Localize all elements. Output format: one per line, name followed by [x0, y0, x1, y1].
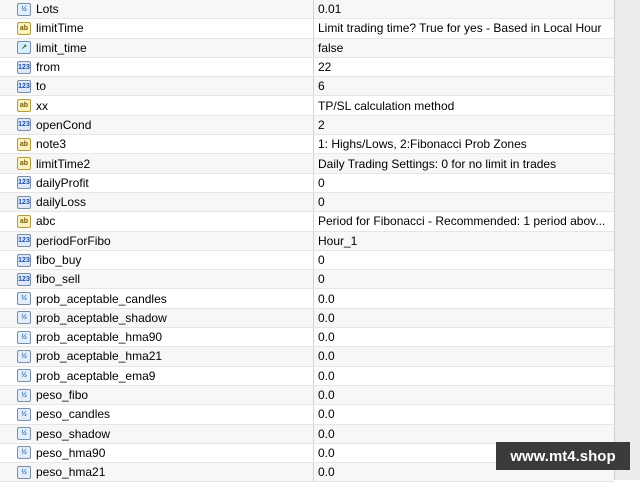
param-name-cell[interactable] — [0, 39, 314, 57]
param-type-frac-icon: ½ — [17, 3, 31, 16]
param-name-cell[interactable] — [0, 174, 314, 192]
param-name-cell[interactable] — [0, 135, 314, 153]
param-value[interactable]: 0 — [318, 253, 325, 267]
param-name-cell[interactable] — [0, 270, 314, 288]
param-name: abc — [36, 214, 56, 229]
param-name-cell[interactable] — [0, 96, 314, 114]
param-type-num-icon: 123 — [17, 254, 31, 267]
param-name-cell[interactable] — [0, 405, 314, 423]
param-value[interactable]: 0 — [318, 175, 325, 190]
param-value[interactable]: false — [318, 40, 344, 55]
param-value[interactable]: 0.0 — [318, 388, 335, 403]
param-value[interactable]: 6 — [318, 79, 325, 94]
param-row[interactable] — [0, 289, 614, 308]
param-name: dailyProfit — [36, 175, 89, 190]
param-name-cell[interactable] — [0, 425, 314, 443]
param-type-ab-icon: ab — [17, 157, 31, 170]
param-value[interactable]: 0.0 — [318, 330, 335, 345]
param-name-cell[interactable] — [0, 444, 314, 462]
param-type-frac-icon: ½ — [17, 369, 31, 382]
param-type-num-icon: 123 — [17, 80, 31, 93]
param-row[interactable] — [0, 39, 614, 58]
param-name: openCond — [36, 117, 92, 132]
param-type-frac-icon: ½ — [17, 466, 31, 479]
param-name: peso_fibo — [36, 388, 89, 403]
param-name: prob_aceptable_shadow — [36, 310, 167, 325]
param-name-cell[interactable] — [0, 463, 314, 481]
param-name: fibo_buy — [36, 253, 82, 267]
param-value[interactable]: 0.01 — [318, 2, 342, 17]
param-name-cell[interactable] — [0, 19, 314, 37]
param-type-frac-icon: ½ — [17, 408, 31, 421]
param-name: Lots — [36, 2, 59, 17]
param-value[interactable]: 1: Highs/Lows, 2:Fibonacci Prob Zones — [318, 137, 527, 152]
param-row[interactable] — [0, 0, 614, 19]
param-row[interactable] — [0, 58, 614, 77]
param-value[interactable]: 0.0 — [318, 445, 335, 460]
param-name: dailyLoss — [36, 195, 87, 210]
param-name-cell[interactable] — [0, 289, 314, 307]
param-type-frac-icon: ½ — [17, 427, 31, 440]
param-row[interactable] — [0, 251, 614, 270]
param-row[interactable] — [0, 193, 614, 212]
param-value[interactable]: 0.0 — [318, 310, 335, 325]
param-type-ab-icon: ab — [17, 22, 31, 35]
param-value[interactable]: Daily Trading Settings: 0 for no limit in trades — [318, 156, 557, 171]
param-row[interactable] — [0, 232, 614, 251]
param-type-frac-icon: ½ — [17, 446, 31, 459]
param-name-cell[interactable] — [0, 232, 314, 250]
param-name: limit_time — [36, 40, 87, 55]
param-name: note3 — [36, 137, 67, 152]
param-type-frac-icon: ½ — [17, 389, 31, 402]
param-name: limitTime — [36, 21, 84, 36]
param-value[interactable]: 0.0 — [318, 349, 335, 364]
param-row[interactable] — [0, 96, 614, 115]
param-name: limitTime2 — [36, 156, 91, 171]
param-name: peso_candles — [36, 407, 111, 422]
param-row[interactable] — [0, 270, 614, 289]
param-type-frac-icon: ½ — [17, 292, 31, 305]
param-row[interactable] — [0, 347, 614, 366]
param-row[interactable] — [0, 386, 614, 405]
param-type-frac-icon: ½ — [17, 311, 31, 324]
param-type-ab-icon: ab — [17, 138, 31, 151]
param-value[interactable]: 0.0 — [318, 368, 335, 383]
param-name: xx — [36, 98, 48, 113]
param-name-cell[interactable] — [0, 77, 314, 95]
param-name-cell[interactable] — [0, 154, 314, 172]
param-name-cell[interactable] — [0, 212, 314, 230]
param-row[interactable] — [0, 328, 614, 347]
param-value[interactable]: 2 — [318, 117, 325, 132]
param-value[interactable]: 0.0 — [318, 426, 335, 441]
param-value[interactable]: 22 — [318, 60, 332, 75]
param-row[interactable] — [0, 425, 614, 444]
param-row[interactable] — [0, 116, 614, 135]
param-name-cell[interactable] — [0, 347, 314, 365]
param-value[interactable]: TP/SL calculation method — [318, 98, 455, 113]
param-row[interactable] — [0, 77, 614, 96]
param-row[interactable] — [0, 309, 614, 328]
param-value[interactable]: 0 — [318, 272, 325, 287]
param-name-cell[interactable] — [0, 367, 314, 385]
param-name: prob_aceptable_hma21 — [36, 349, 163, 364]
param-value[interactable]: 0 — [318, 195, 325, 210]
param-type-frac-icon: ½ — [17, 350, 31, 363]
param-type-num-icon: 123 — [17, 61, 31, 74]
param-type-num-icon: 123 — [17, 234, 31, 247]
param-name: from — [36, 60, 60, 75]
param-type-ab-icon: ab — [17, 99, 31, 112]
param-name-cell[interactable] — [0, 309, 314, 327]
param-value[interactable]: 0.0 — [318, 407, 335, 422]
param-name-cell[interactable] — [0, 386, 314, 404]
param-name: prob_aceptable_hma90 — [36, 330, 163, 345]
param-value[interactable]: 0.0 — [318, 465, 335, 480]
watermark: www.mt4.shop — [496, 442, 630, 470]
param-name-cell[interactable] — [0, 328, 314, 346]
param-row[interactable] — [0, 19, 614, 38]
param-name: to — [36, 79, 47, 94]
param-name: periodForFibo — [36, 233, 111, 248]
param-name-cell[interactable] — [0, 116, 314, 134]
param-name: peso_hma90 — [36, 445, 106, 460]
param-name: peso_hma21 — [36, 465, 106, 480]
param-value[interactable]: Period for Fibonacci - Recommended: 1 period abov... — [318, 214, 606, 229]
param-row[interactable] — [0, 367, 614, 386]
param-type-num-icon: 123 — [17, 273, 31, 286]
scrollbar[interactable] — [614, 0, 640, 480]
param-row[interactable] — [0, 174, 614, 193]
param-name: fibo_sell — [36, 272, 81, 287]
param-type-bool-icon: ↗ — [17, 41, 31, 54]
param-value[interactable]: Limit trading time? True for yes - Based in Local Hour — [318, 21, 602, 36]
param-value[interactable]: Hour_1 — [318, 233, 358, 248]
param-row[interactable] — [0, 405, 614, 424]
param-row[interactable] — [0, 212, 614, 231]
param-type-num-icon: 123 — [17, 118, 31, 131]
param-name: prob_aceptable_ema9 — [36, 368, 156, 383]
param-type-num-icon: 123 — [17, 196, 31, 209]
param-value[interactable]: 0.0 — [318, 291, 335, 306]
param-name-cell[interactable] — [0, 193, 314, 211]
param-name: prob_aceptable_candles — [36, 291, 167, 306]
param-row[interactable] — [0, 154, 614, 173]
param-type-num-icon: 123 — [17, 176, 31, 189]
param-name-cell[interactable] — [0, 0, 314, 18]
param-name-cell[interactable] — [0, 251, 314, 269]
param-name: peso_shadow — [36, 426, 111, 441]
param-name-cell[interactable] — [0, 58, 314, 76]
param-type-frac-icon: ½ — [17, 331, 31, 344]
param-type-ab-icon: ab — [17, 215, 31, 228]
param-row[interactable] — [0, 135, 614, 154]
